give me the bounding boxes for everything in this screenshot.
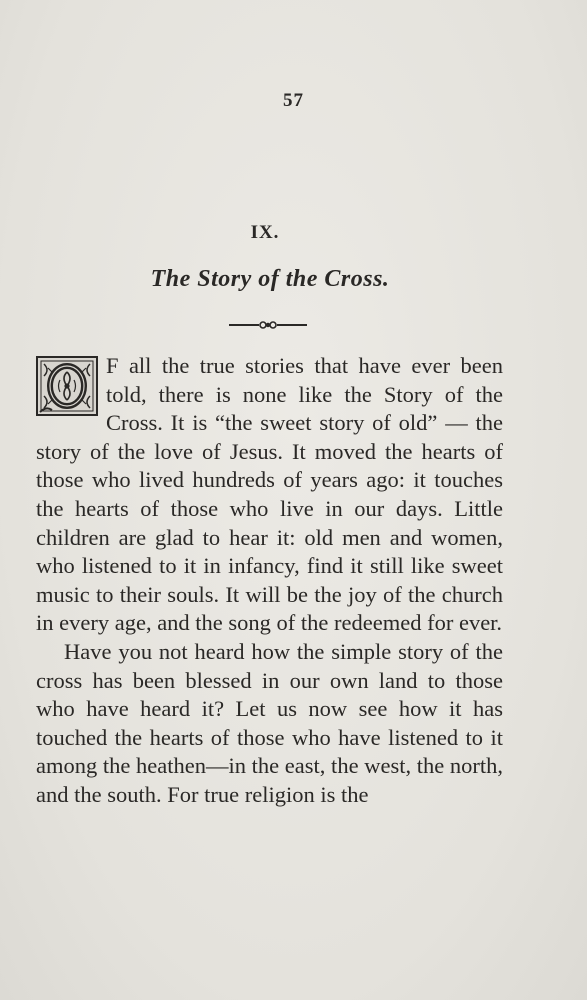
ornament-divider-icon — [229, 318, 307, 332]
ornate-dropcap-icon — [36, 356, 98, 416]
paragraph-1-text: all the true stories that have ever been told, there is none like the Story of the Cross. It is “the sweet story of old” — the story of the love of Jesus. It moved the hearts of those who lived hundreds of years ago: it touches the hearts of those who live in our days. Little children are glad to hear it: old men and women, who listened to it in infancy, find it still like sweet music to their souls. It will be the joy of the church in every age, and the song of the redeemed for ever. — [36, 353, 503, 636]
paragraph-2: Have you not heard how the simple story of the cross has been blessed in our own land to those who have heard it? Let us now see how it has touched the hearts of those who have listened to it among the heathen—in the east, the west, the north, and the south. For true religion is the — [36, 638, 503, 807]
chapter-title: The Story of the Cross. — [150, 266, 390, 292]
chapter-number: IX. — [250, 222, 280, 243]
paragraph-1 — [36, 352, 503, 638]
body-text — [36, 352, 503, 810]
first-word-rest: F — [106, 353, 119, 378]
page-number: 57 — [283, 90, 304, 111]
